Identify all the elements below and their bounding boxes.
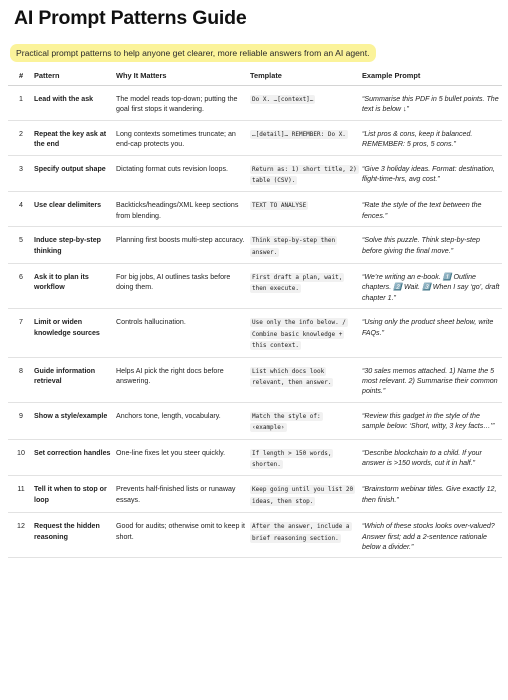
template-snippet-cell xyxy=(250,357,362,402)
example-prompt-cell: “Using only the product sheet below, write FAQs.” xyxy=(362,309,502,357)
why-it-matters-cell: Good for audits; otherwise omit to keep it short. xyxy=(116,513,250,558)
subtitle-highlight: Practical prompt patterns to help anyone get clearer, more reliable answers from an AI agent. xyxy=(10,44,376,62)
table-row xyxy=(8,439,502,476)
pattern-name-cell: Ask it to plan its workflow xyxy=(34,264,116,309)
template-snippet-cell xyxy=(250,264,362,309)
header-row xyxy=(8,68,502,86)
template-code: Do X. …[context]… xyxy=(252,96,314,103)
template-snippet-cell xyxy=(250,476,362,513)
pattern-name-cell: Tell it when to stop or loop xyxy=(34,476,116,513)
table-row xyxy=(8,120,502,155)
row-number-cell: 2 xyxy=(8,120,34,155)
example-prompt-cell: “We’re writing an e-book. 1️⃣ Outline chapters. 2️⃣ Wait. 3️⃣ When I say ‘go’, draft chapter 1.” xyxy=(362,264,502,309)
table-row xyxy=(8,264,502,309)
template-snippet-cell xyxy=(250,227,362,264)
template-snippet-cell xyxy=(250,192,362,227)
example-prompt-cell: “Solve this puzzle. Think step-by-step before giving the final move.” xyxy=(362,227,502,264)
example-prompt-cell: “Rate the style of the text between the fences.” xyxy=(362,192,502,227)
why-it-matters-cell: Long contexts sometimes truncate; an end-cap protects you. xyxy=(116,120,250,155)
row-number-cell: 10 xyxy=(8,439,34,476)
example-prompt-cell: “List pros & cons, keep it balanced. REMEMBER: 5 pros, 5 cons.” xyxy=(362,120,502,155)
example-prompt-cell: “Review this gadget in the style of the sample below: ‘Short, witty, 3 key facts…’” xyxy=(362,402,502,439)
template-snippet-cell xyxy=(250,155,362,192)
row-number-cell: 6 xyxy=(8,264,34,309)
template-code: If length > 150 words, shorten. xyxy=(252,449,332,468)
template-code: After the answer, include a brief reasoning section. xyxy=(252,523,350,542)
table-row xyxy=(8,402,502,439)
template-snippet-cell xyxy=(250,402,362,439)
table-header xyxy=(8,68,502,86)
table-row xyxy=(8,192,502,227)
table-row xyxy=(8,227,502,264)
row-number-cell: 7 xyxy=(8,309,34,357)
pattern-name-cell: Limit or widen knowledge sources xyxy=(34,309,116,357)
example-prompt-cell: “Describe blockchain to a child. If your answer is >150 words, cut it in half.” xyxy=(362,439,502,476)
template-code: Match the style of: ‹example› xyxy=(252,412,321,432)
template-code: Think step-by-step then answer. xyxy=(252,237,336,256)
why-it-matters-cell: For big jobs, AI outlines tasks before doing them. xyxy=(116,264,250,309)
table-row xyxy=(8,357,502,402)
pattern-name-cell: Set correction handles xyxy=(34,439,116,476)
pattern-name-cell: Repeat the key ask at the end xyxy=(34,120,116,155)
why-it-matters-cell: Planning first boosts multi-step accuracy. xyxy=(116,227,250,264)
why-it-matters-cell: Dictating format cuts revision loops. xyxy=(116,155,250,192)
why-it-matters-cell: The model reads top-down; putting the goal first stops it wandering. xyxy=(116,86,250,121)
pattern-name-cell: Induce step-by-step thinking xyxy=(34,227,116,264)
why-it-matters-cell: Helps AI pick the right docs before answering. xyxy=(116,357,250,402)
row-number-cell: 11 xyxy=(8,476,34,513)
template-snippet-cell xyxy=(250,309,362,357)
row-number-cell: 8 xyxy=(8,357,34,402)
template-code: First draft a plan, wait, then execute. xyxy=(252,274,343,293)
table-row xyxy=(8,476,502,513)
pattern-name-cell: Show a style/example xyxy=(34,402,116,439)
column-header-pattern: Pattern xyxy=(34,68,116,86)
row-number-cell: 1 xyxy=(8,86,34,121)
example-prompt-cell: “Which of these stocks looks over-valued? Answer first; add a 2-sentence rationale below a divider.” xyxy=(362,513,502,558)
row-number-cell: 5 xyxy=(8,227,34,264)
row-number-cell: 12 xyxy=(8,513,34,558)
template-code: List which docs look relevant, then answer. xyxy=(252,367,332,386)
why-it-matters-cell: Prevents half-finished lists or runaway essays. xyxy=(116,476,250,513)
template-snippet-cell xyxy=(250,86,362,121)
pattern-name-cell: Specify output shape xyxy=(34,155,116,192)
template-snippet-cell xyxy=(250,513,362,558)
page-title: AI Prompt Patterns Guide xyxy=(14,7,247,29)
template-code: Return as: 1) short title, 2) table (CSV). xyxy=(252,165,357,185)
column-header-why: Why It Matters xyxy=(116,68,250,86)
why-it-matters-cell: One-line fixes let you steer quickly. xyxy=(116,439,250,476)
example-prompt-cell: “Give 3 holiday ideas. Format: destination, flight-time-hrs, avg cost.” xyxy=(362,155,502,192)
column-header-number: # xyxy=(8,68,34,86)
template-code: TEXT TO ANALYSE xyxy=(252,202,307,210)
pattern-name-cell: Use clear delimiters xyxy=(34,192,116,227)
template-snippet-cell xyxy=(250,120,362,155)
template-code: Keep going until you list 20 ideas, then stop. xyxy=(252,486,354,505)
table-row xyxy=(8,513,502,558)
template-code: …[detail]… REMEMBER: Do X. xyxy=(252,130,346,138)
why-it-matters-cell: Anchors tone, length, vocabulary. xyxy=(116,402,250,439)
table-row xyxy=(8,155,502,192)
example-prompt-cell: “Brainstorm webinar titles. Give exactly 12, then finish.” xyxy=(362,476,502,513)
table-row xyxy=(8,86,502,121)
why-it-matters-cell: Backticks/headings/XML keep sections from blending. xyxy=(116,192,250,227)
row-number-cell: 3 xyxy=(8,155,34,192)
row-number-cell: 9 xyxy=(8,402,34,439)
pattern-name-cell: Guide information retrieval xyxy=(34,357,116,402)
column-header-example: Example Prompt xyxy=(362,68,502,86)
row-number-cell: 4 xyxy=(8,192,34,227)
template-snippet-cell xyxy=(250,439,362,476)
template-code: Use only the info below. / Combine basic knowledge + this context. xyxy=(252,319,346,350)
column-header-template: Template xyxy=(250,68,362,86)
patterns-table xyxy=(8,68,502,558)
example-prompt-cell: “Summarise this PDF in 5 bullet points. The text is below ↓” xyxy=(362,86,502,121)
table-row xyxy=(8,309,502,357)
table-body xyxy=(8,86,502,558)
pattern-name-cell: Request the hidden reasoning xyxy=(34,513,116,558)
example-prompt-cell: “30 sales memos attached. 1) Name the 5 most relevant. 2) Summarise their common points.” xyxy=(362,357,502,402)
pattern-name-cell: Lead with the ask xyxy=(34,86,116,121)
why-it-matters-cell: Controls hallucination. xyxy=(116,309,250,357)
